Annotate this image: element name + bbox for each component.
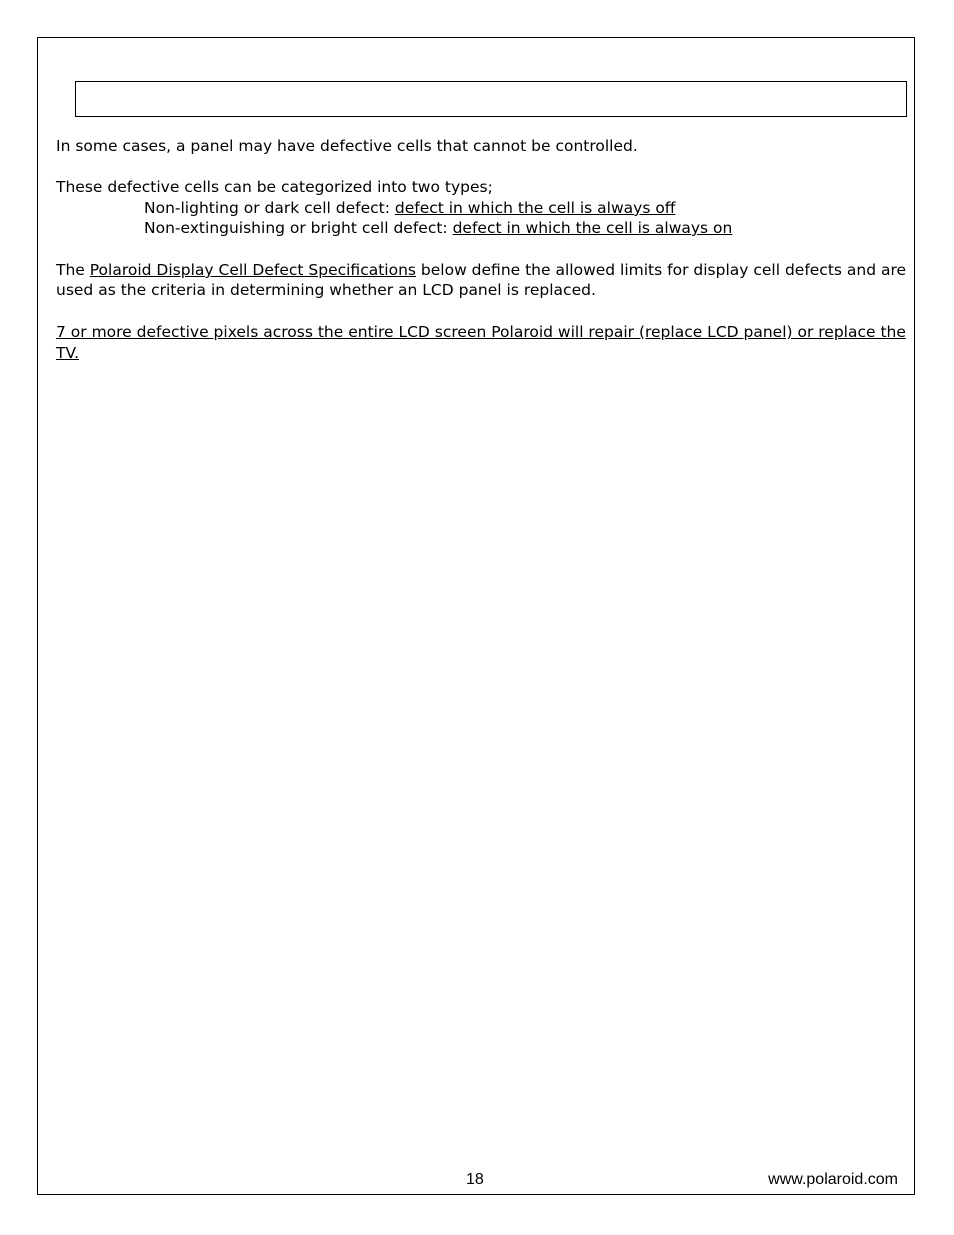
policy-line2: TV. [56, 344, 80, 362]
header-box [75, 81, 907, 117]
defect-type-dark [144, 198, 675, 218]
defect-type-definition: defect in which the cell is always off [394, 199, 676, 217]
intro-paragraph: In some cases, a panel may have defective cells that cannot be controlled. [56, 137, 638, 155]
defect-type-definition: defect in which the cell is always on [452, 219, 733, 237]
spec-link[interactable]: Polaroid Display Cell Defect Specifications [89, 261, 416, 279]
spec-suffix: below define the allowed limits for display cell defects and are [415, 261, 907, 279]
spec-paragraph-line2: used as the criteria in determining whether an LCD panel is replaced. [56, 281, 596, 299]
types-intro: These defective cells can be categorized into two types; [56, 178, 493, 196]
defect-type-label: Non-lighting or dark cell defect: [144, 199, 395, 217]
defect-type-bright [144, 218, 732, 238]
spec-paragraph-line1 [56, 260, 906, 280]
page-number: 18 [466, 1171, 484, 1188]
website-url: www.polaroid.com [768, 1171, 898, 1188]
policy-line1: 7 or more defective pixels across the entire LCD screen Polaroid will repair (replace LCD panel) or replace the [56, 323, 906, 341]
defect-type-label: Non-extinguishing or bright cell defect: [144, 219, 453, 237]
spec-prefix: The [56, 261, 90, 279]
